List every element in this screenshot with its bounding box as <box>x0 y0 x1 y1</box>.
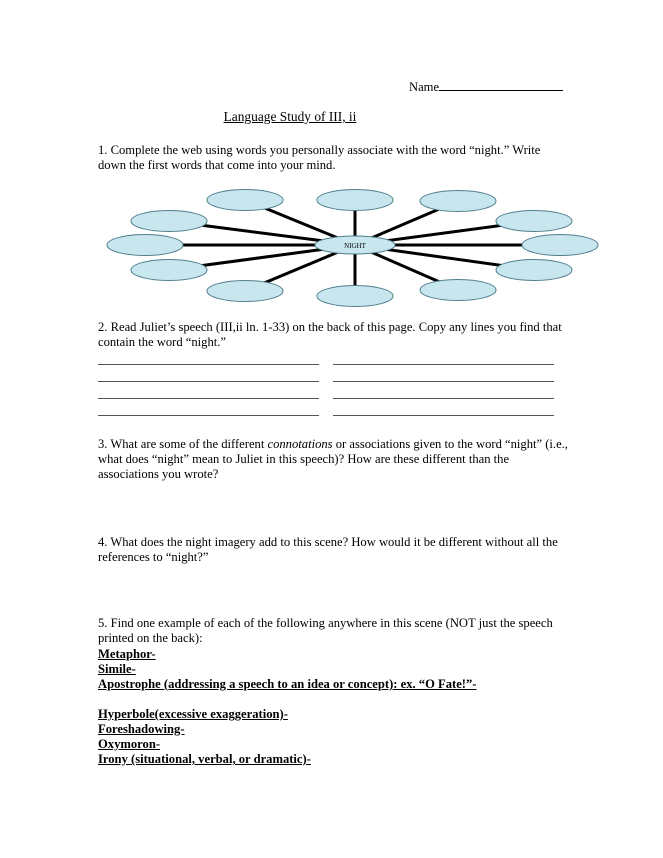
term-metaphor: Metaphor- <box>98 647 156 661</box>
web-bubble[interactable] <box>131 260 207 281</box>
name-label: Name <box>409 80 440 94</box>
answer-line[interactable] <box>98 364 319 365</box>
question-3-text: 3. What are some of the different <box>98 437 268 451</box>
answer-line[interactable] <box>333 415 554 416</box>
web-center-label: NIGHT <box>344 242 366 250</box>
web-bubble[interactable] <box>207 190 283 211</box>
question-3-text-end: or associations given to the word “night” (i.e., what does “night” mean to Juliet in this speech)? How are these different than the associations you wrote? <box>98 437 568 481</box>
answer-lines <box>98 364 554 432</box>
term-spacer <box>98 692 477 707</box>
web-bubble[interactable] <box>107 235 183 256</box>
web-bubble[interactable] <box>131 211 207 232</box>
web-bubble[interactable] <box>496 211 572 232</box>
web-bubble[interactable] <box>496 260 572 281</box>
answer-line[interactable] <box>333 381 554 382</box>
term-foreshadowing: Foreshadowing- <box>98 722 185 736</box>
question-3 <box>98 437 568 482</box>
web-bubble[interactable] <box>207 281 283 302</box>
web-bubble[interactable] <box>317 286 393 307</box>
question-2: 2. Read Juliet’s speech (III,ii ln. 1-33) on the back of this page. Copy any lines you find that contain the word “night.” <box>98 320 562 349</box>
question-1: 1. Complete the web using words you personally associate with the word “night.” Write down the first words that come into your mind. <box>98 143 541 172</box>
question-5: 5. Find one example of each of the following anywhere in this scene (NOT just the speech printed on the back): <box>98 616 553 645</box>
term-simile: Simile- <box>98 662 136 676</box>
term-apostrophe: Apostrophe (addressing a speech to an idea or concept): ex. “O Fate!”- <box>98 677 477 691</box>
web-bubble[interactable] <box>522 235 598 256</box>
answer-line[interactable] <box>98 398 319 399</box>
term-irony: Irony (situational, verbal, or dramatic)- <box>98 752 311 766</box>
literary-terms-list <box>98 647 477 767</box>
answer-line[interactable] <box>98 381 319 382</box>
web-bubble[interactable] <box>420 191 496 212</box>
page-title: Language Study of III, ii <box>223 109 357 124</box>
question-4: 4. What does the night imagery add to this scene? How would it be different without all the references to “night?” <box>98 535 558 564</box>
answer-line[interactable] <box>333 398 554 399</box>
term-oxymoron: Oxymoron- <box>98 737 161 751</box>
answer-line[interactable] <box>98 415 319 416</box>
web-bubble[interactable] <box>317 190 393 211</box>
answer-line[interactable] <box>333 364 554 365</box>
web-bubble[interactable] <box>420 280 496 301</box>
term-hyperbole: Hyperbole(excessive exaggeration)- <box>98 707 288 721</box>
question-3-emphasis: connotations <box>267 437 333 451</box>
